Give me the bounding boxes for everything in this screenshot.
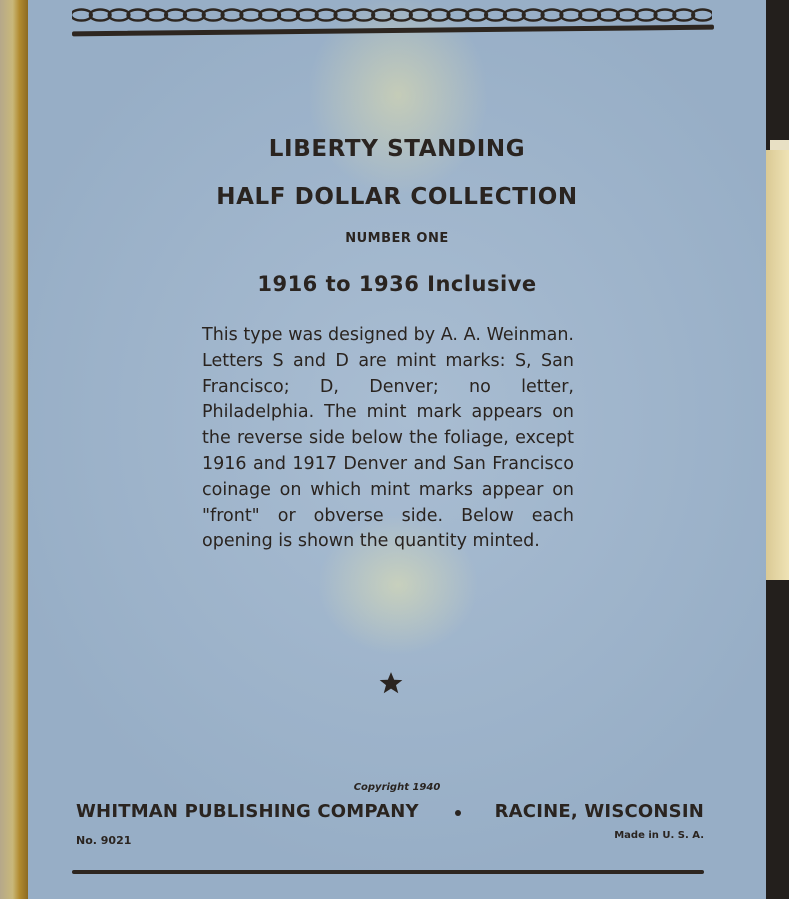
star-icon <box>378 670 404 696</box>
description-text: This type was designed by A. A. Weinman. Letters S and D are mint marks: S, San Francisco; D, Denver; no letter, Philadelphia. The mint mark appears on the reverse side below the foliage, except 1916 and 1917 Denver and San Francisco coinage on which mint marks appear on "front" or obverse side. Below each opening is shown the quantity minted. <box>202 325 574 552</box>
album-page <box>28 0 766 899</box>
catalog-number: No. 9021 <box>76 834 132 847</box>
made-in: Made in U. S. A. <box>614 830 704 841</box>
book-board-edge <box>0 0 28 899</box>
publisher-name: WHITMAN PUBLISHING COMPANY <box>76 801 419 822</box>
copyright: Copyright 1940 <box>353 782 441 793</box>
bottom-rule <box>72 870 704 874</box>
chain-ornament-icon <box>72 2 712 28</box>
yellow-insert-sheet <box>764 150 789 580</box>
publisher-location: RACINE, WISCONSIN <box>494 801 704 822</box>
bullet-separator <box>455 810 461 816</box>
page-title: LIBERTY STANDING <box>268 136 526 162</box>
date-range: 1916 to 1936 Inclusive <box>257 272 537 296</box>
collection-title: HALF DOLLAR COLLECTION <box>216 184 578 210</box>
volume-number: NUMBER ONE <box>345 231 449 246</box>
